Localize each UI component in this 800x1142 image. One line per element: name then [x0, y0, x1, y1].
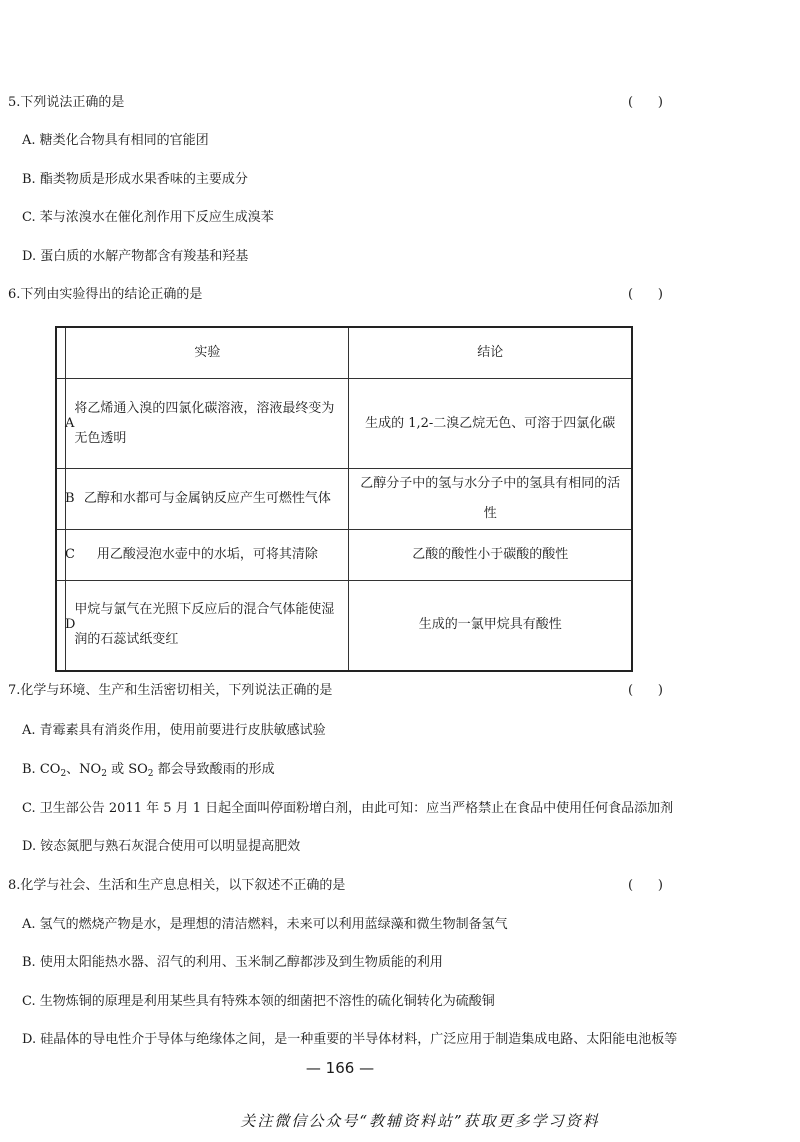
row-conclusion: 生成的一氯甲烷具有酸性 — [349, 581, 632, 671]
experiment-table — [55, 326, 633, 672]
question-8-option-a: A. 氢气的燃烧产物是水，是理想的清洁燃料，未来可以利用蓝绿藻和微生物制备氢气 — [22, 917, 508, 932]
row-experiment — [66, 379, 349, 469]
header-experiment: 实验 — [66, 327, 349, 379]
question-8-option-b: B. 使用太阳能热水器、沼气的利用、玉米制乙醇都涉及到生物质能的利用 — [22, 955, 443, 970]
question-6-stem: 6.下列由实验得出的结论正确的是 — [8, 287, 203, 302]
option-text: 、NO — [66, 762, 102, 777]
row-conclusion: 乙酸的酸性小于碳酸的酸性 — [349, 530, 632, 581]
option-text: 或 SO — [106, 762, 148, 777]
row-label: B — [56, 469, 66, 530]
question-5-stem: 5.下列说法正确的是 — [8, 95, 125, 110]
table-row — [56, 469, 632, 530]
question-5-option-d: D. 蛋白质的水解产物都含有羧基和羟基 — [22, 249, 249, 264]
question-5-option-b: B. 酯类物质是形成水果香味的主要成分 — [22, 172, 248, 187]
question-7-option-d: D. 铵态氮肥与熟石灰混合使用可以明显提高肥效 — [22, 839, 301, 854]
subscript: 2 — [101, 769, 107, 779]
question-7-answer-bracket: ( ) — [628, 683, 663, 698]
subscript: 2 — [147, 769, 154, 779]
table-row — [56, 530, 632, 581]
row-experiment: 用乙酸浸泡水壶中的水垢，可将其清除 — [66, 530, 349, 581]
question-6-answer-bracket: ( ) — [628, 287, 663, 302]
row-label: C — [56, 530, 66, 581]
question-8-stem: 8.化学与社会、生活和生产息息相关，以下叙述不正确的是 — [8, 878, 346, 893]
subscript: 2 — [60, 769, 67, 779]
question-5-option-a: A. 糖类化合物具有相同的官能团 — [22, 133, 209, 148]
row-experiment — [66, 581, 349, 671]
experiment-line: 将乙烯通入溴的四氯化碳溶液，溶液最终变为 — [74, 400, 335, 416]
experiment-line: 甲烷与氯气在光照下反应后的混合气体能使湿 — [74, 602, 335, 618]
footer-note: 关注微信公众号“教辅资料站”获取更多学习资料 — [240, 1112, 600, 1130]
option-text: 都会导致酸雨的形成 — [153, 762, 275, 777]
option-text: B. CO — [22, 762, 61, 777]
header-conclusion: 结论 — [349, 327, 632, 379]
row-label: D — [56, 581, 66, 671]
question-7-option-b — [22, 762, 275, 778]
experiment-line: 无色透明 — [74, 430, 127, 446]
question-7-option-c: C. 卫生部公告 2011 年 5 月 1 日起全面叫停面粉增白剂，由此可知：应当严格禁止在食品中使用任何食品添加剂 — [22, 801, 674, 816]
question-7-option-a: A. 青霉素具有消炎作用，使用前要进行皮肤敏感试验 — [22, 723, 326, 738]
question-5-answer-bracket: ( ) — [628, 95, 663, 110]
question-8-option-c: C. 生物炼铜的原理是利用某些具有特殊本领的细菌把不溶性的硫化铜转化为硫酸铜 — [22, 994, 495, 1009]
table-row — [56, 581, 632, 671]
question-8-answer-bracket: ( ) — [628, 878, 663, 893]
experiment-line: 润的石蕊试纸变红 — [74, 632, 179, 648]
table-header-row — [56, 327, 632, 379]
question-5-option-c: C. 苯与浓溴水在催化剂作用下反应生成溴苯 — [22, 210, 274, 225]
row-conclusion: 乙醇分子中的氢与水分子中的氢具有相同的活性 — [349, 469, 632, 530]
row-experiment: 乙醇和水都可与金属钠反应产生可燃性气体 — [66, 469, 349, 530]
page-number: — 166 — — [305, 1059, 375, 1077]
row-conclusion: 生成的 1,2-二溴乙烷无色、可溶于四氯化碳 — [349, 379, 632, 469]
table-row — [56, 379, 632, 469]
header-blank-cell — [56, 327, 66, 379]
question-8-option-d: D. 硅晶体的导电性介于导体与绝缘体之间，是一种重要的半导体材料，广泛应用于制造集成电路、太阳能电池板等 — [22, 1032, 678, 1047]
question-7-stem: 7.化学与环境、生产和生活密切相关，下列说法正确的是 — [8, 683, 333, 698]
row-label: A — [56, 379, 66, 469]
